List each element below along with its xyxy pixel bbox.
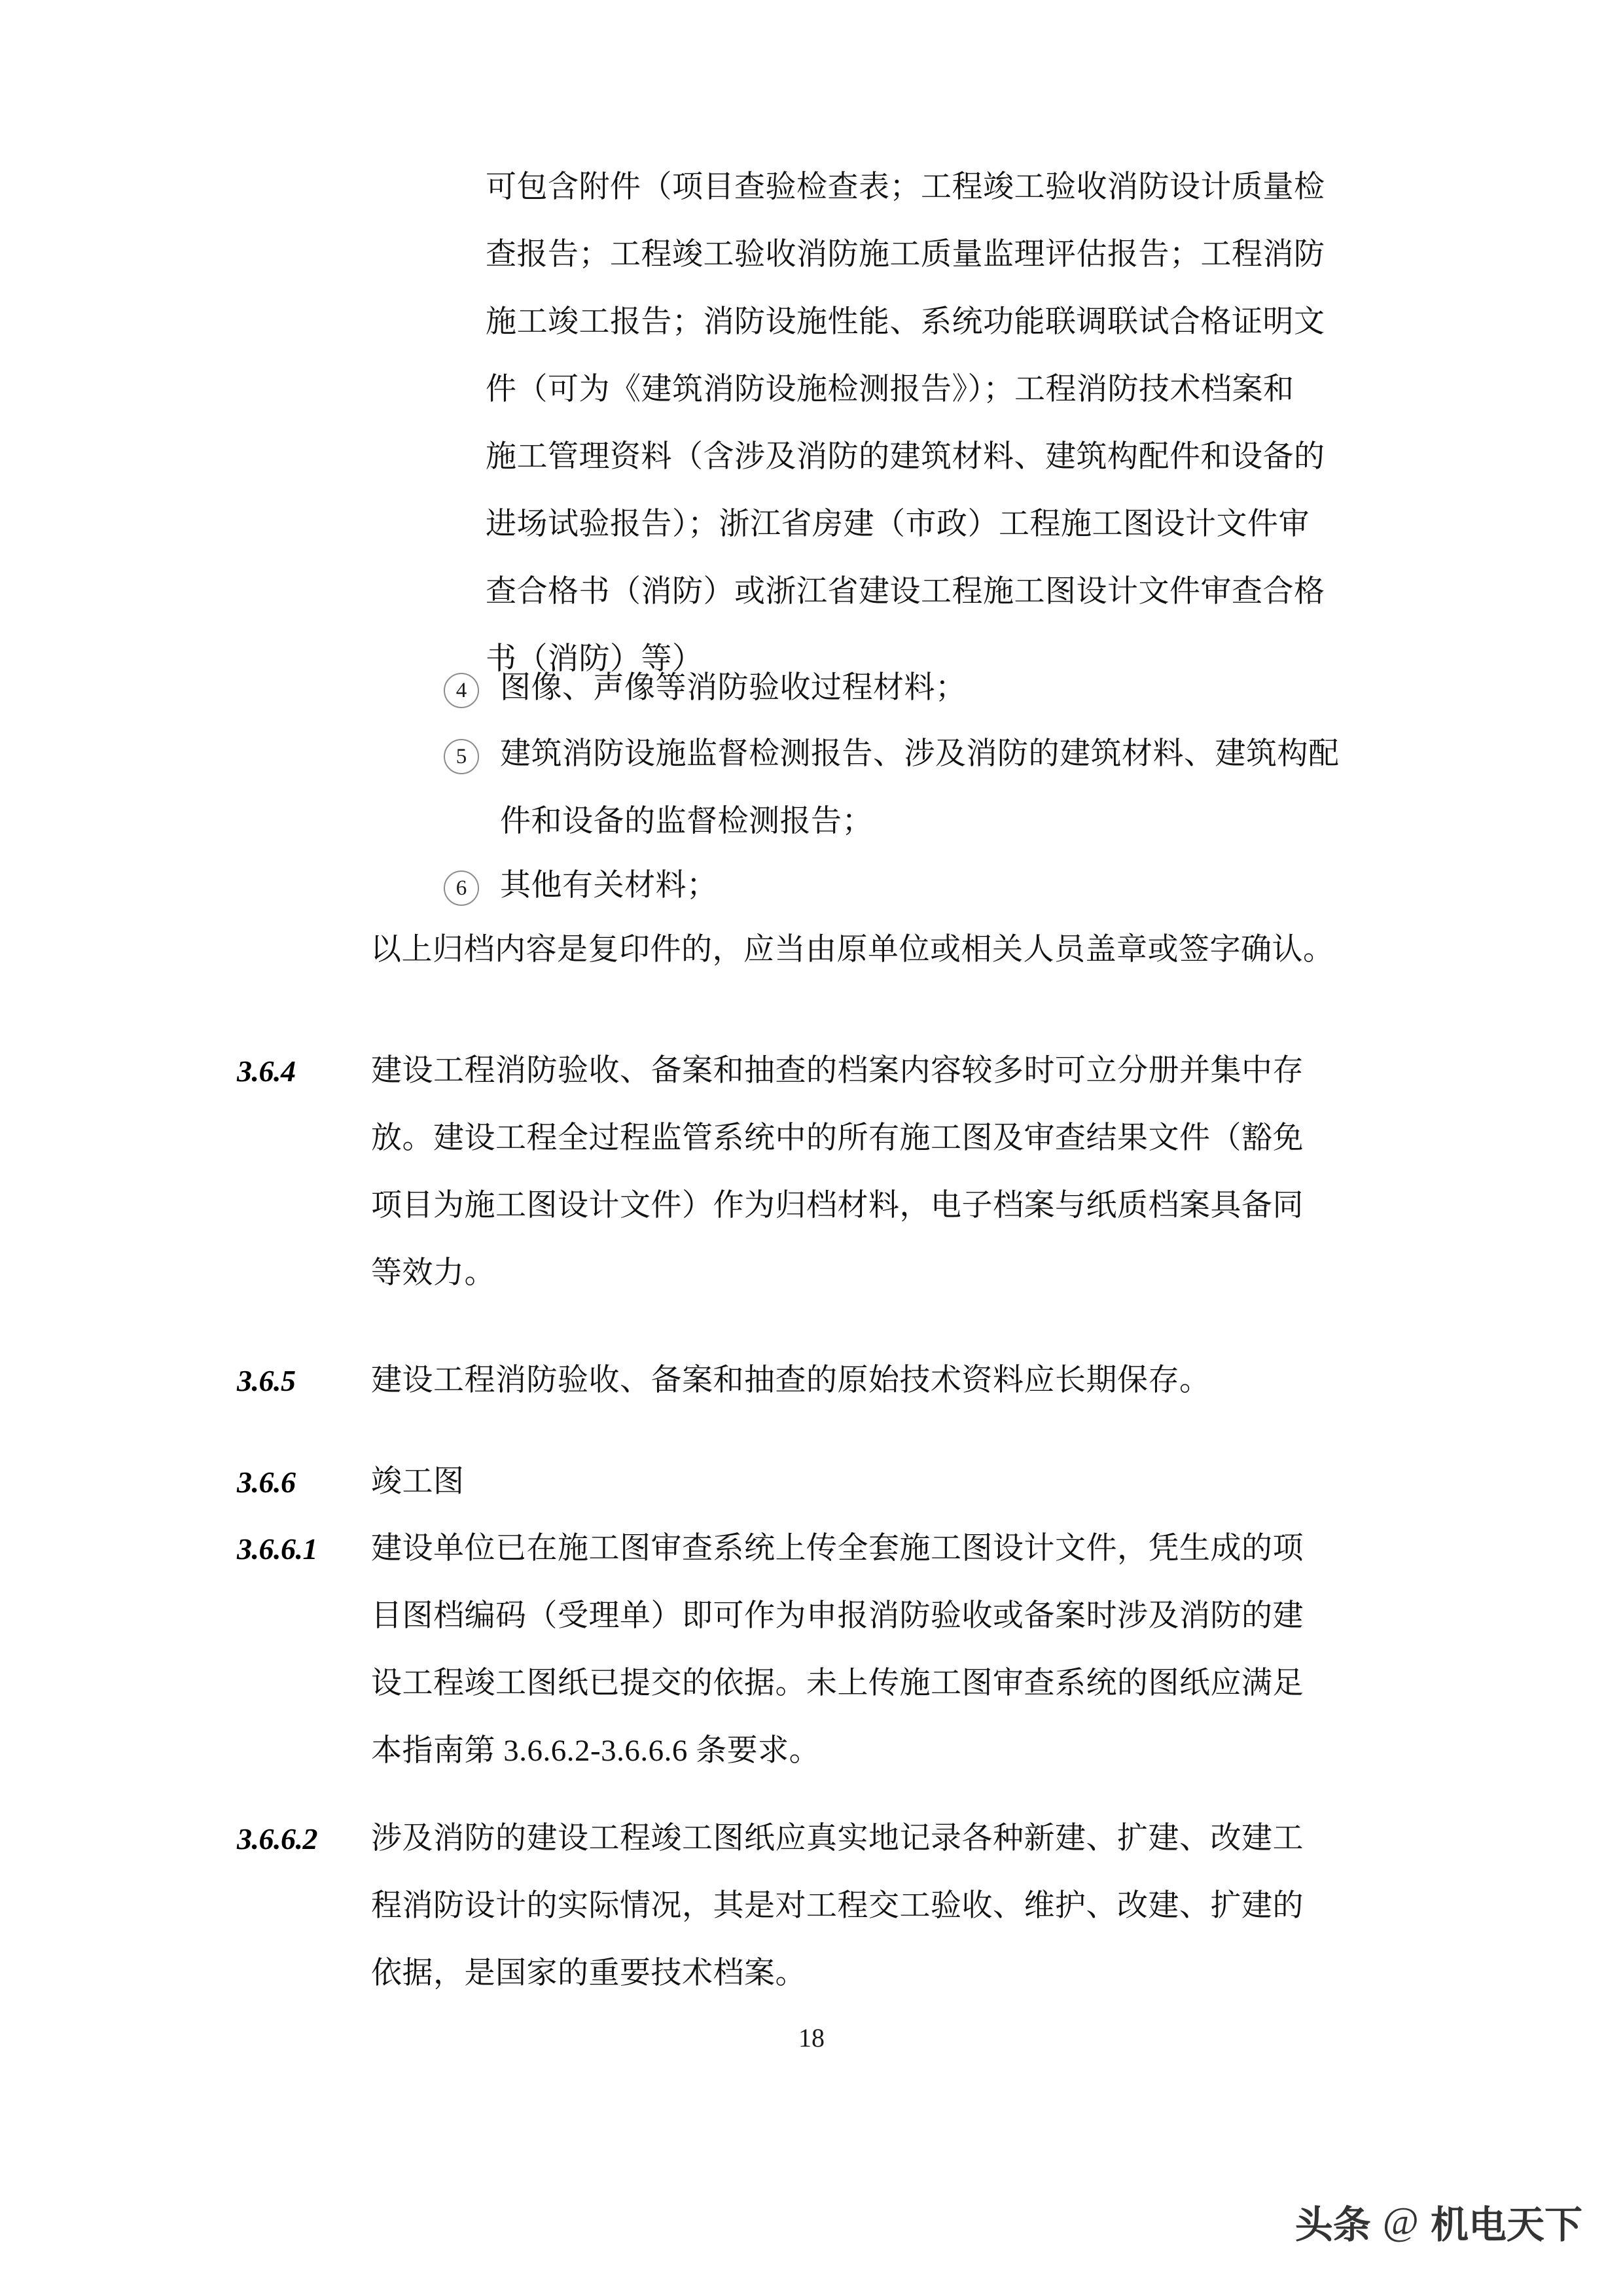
paragraph-line: 施工管理资料（含涉及消防的建筑材料、建筑构配件和设备的 [486,440,1325,474]
paragraph-line: 竣工图 [371,1465,465,1499]
watermark-brand: 头条 [1294,2202,1371,2247]
paragraph-line: 设工程竣工图纸已提交的依据。未上传施工图审查系统的图纸应满足 [371,1666,1304,1700]
paragraph-line: 件和设备的监督检测报告； [500,804,873,838]
list-item [444,655,1400,722]
paragraph-line: 可包含附件（项目查验检查表；工程竣工验收消防设计质量检 [486,170,1325,204]
clause-body [371,1347,1400,1414]
clause-body [371,1037,1400,1307]
watermark-at-icon: @ [1382,2199,1419,2243]
clause-3-6-5 [237,1347,1400,1414]
paragraph-line: 建筑消防设施监督检测报告、涉及消防的建筑材料、建筑构配 [500,737,1340,771]
paragraph-line: 施工竣工报告；消防设施性能、系统功能联调联试合格证明文 [486,305,1325,339]
paragraph-line: 涉及消防的建设工程竣工图纸应真实地记录各种新建、扩建、改建工 [371,1821,1304,1856]
paragraph-line: 建设单位已在施工图审查系统上传全套施工图设计文件，凭生成的项 [371,1532,1304,1566]
clause-3-6-6 [237,1448,1400,1516]
clause-number: 3.6.5 [237,1364,296,1397]
paragraph-line: 查报告；工程竣工验收消防施工质量监理评估报告；工程消防 [486,238,1325,272]
paragraph-line: 书（消防）等） [486,642,704,676]
clause-body [371,1805,1400,2007]
watermark [1295,2194,1582,2249]
paragraph-line: 件（可为《建筑消防设施检测报告》）；工程消防技术档案和 [486,372,1294,406]
clause-3-6-6-2 [237,1805,1400,2007]
archive-copy-note: 以上归档内容是复印件的，应当由原单位或相关人员盖章或签字确认。 [370,933,1334,967]
clause-3-6-6-1 [237,1515,1400,1785]
list-item-body [500,655,1400,722]
circled-number-icon: 4 [444,673,479,708]
clause-body [371,1448,1400,1516]
list-item [444,721,1400,855]
list-item-body [500,852,1400,920]
paragraph-line: 放。建设工程全过程监管系统中的所有施工图及审查结果文件（豁免 [371,1121,1304,1155]
circled-number-icon: 6 [444,870,479,906]
paragraph-line: 依据，是国家的重要技术档案。 [371,1956,806,1990]
clause-number: 3.6.6 [237,1465,296,1499]
paragraph-line: 程消防设计的实际情况，其是对工程交工验收、维护、改建、扩建的 [371,1889,1304,1923]
paragraph-line: 等效力。 [371,1256,495,1290]
clause-number: 3.6.6.1 [237,1532,317,1566]
paragraph-line: 本指南第 3.6.6.2-3.6.6.6 条要求。 [371,1734,821,1768]
paragraph-line: 查合格书（消防）或浙江省建设工程施工图设计文件审查合格 [486,575,1325,609]
clause-3-6-4 [237,1037,1400,1307]
paragraph-line: 项目为施工图设计文件）作为归档材料，电子档案与纸质档案具备同 [371,1189,1304,1223]
clause-number: 3.6.4 [237,1054,296,1088]
list-item-body [500,721,1400,855]
paragraph-line: 其他有关材料； [500,869,718,903]
paragraph-line: 目图档编码（受理单）即可作为申报消防验收或备案时涉及消防的建 [371,1599,1304,1633]
paragraph-line: 进场试验报告）；浙江省房建（市政）工程施工图设计文件审 [486,507,1310,541]
paragraph-line: 图像、声像等消防验收过程材料； [500,671,967,705]
paragraph-line: 建设工程消防验收、备案和抽查的档案内容较多时可立分册并集中存 [371,1054,1304,1088]
list-item [444,852,1400,920]
circled-number-icon: 5 [444,739,479,774]
attachment-list-continuation [486,154,1400,693]
clause-body [371,1515,1400,1785]
watermark-account: 机电天下 [1430,2202,1582,2247]
clause-number: 3.6.6.2 [237,1822,317,1856]
page-number: 18 [798,2023,825,2053]
paragraph-line: 建设工程消防验收、备案和抽查的原始技术资料应长期保存。 [371,1363,1211,1397]
